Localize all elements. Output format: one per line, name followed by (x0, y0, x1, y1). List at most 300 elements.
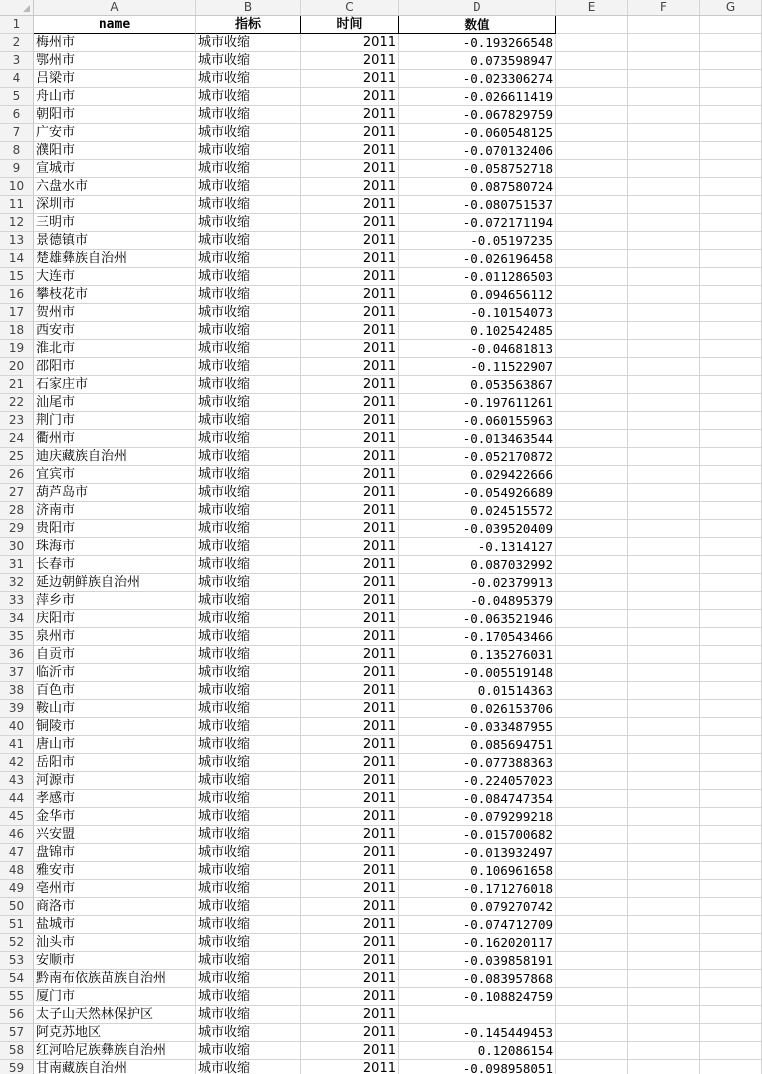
row-number[interactable]: 13 (0, 232, 34, 250)
empty-cell[interactable] (556, 880, 628, 898)
time-cell[interactable]: 2011 (301, 466, 399, 484)
empty-cell[interactable] (700, 232, 762, 250)
header-cell-time[interactable]: 时间 (301, 16, 399, 34)
time-cell[interactable]: 2011 (301, 286, 399, 304)
empty-cell[interactable] (700, 394, 762, 412)
row-number[interactable]: 51 (0, 916, 34, 934)
empty-cell[interactable] (556, 898, 628, 916)
name-cell[interactable]: 安顺市 (34, 952, 196, 970)
indicator-cell[interactable]: 城市收缩 (196, 196, 301, 214)
name-cell[interactable]: 吕梁市 (34, 70, 196, 88)
empty-cell[interactable] (556, 844, 628, 862)
name-cell[interactable]: 庆阳市 (34, 610, 196, 628)
name-cell[interactable]: 汕头市 (34, 934, 196, 952)
empty-cell[interactable] (628, 646, 700, 664)
empty-cell[interactable] (628, 808, 700, 826)
empty-cell[interactable] (556, 862, 628, 880)
empty-cell[interactable] (628, 286, 700, 304)
name-cell[interactable]: 红河哈尼族彝族自治州 (34, 1042, 196, 1060)
row-number[interactable]: 23 (0, 412, 34, 430)
name-cell[interactable]: 盐城市 (34, 916, 196, 934)
empty-cell[interactable] (628, 70, 700, 88)
indicator-cell[interactable]: 城市收缩 (196, 1006, 301, 1024)
empty-cell[interactable] (556, 142, 628, 160)
row-number[interactable]: 54 (0, 970, 34, 988)
value-cell[interactable]: -0.058752718 (399, 160, 556, 178)
column-header-b[interactable]: B (196, 0, 301, 16)
indicator-cell[interactable]: 城市收缩 (196, 862, 301, 880)
indicator-cell[interactable]: 城市收缩 (196, 466, 301, 484)
empty-cell[interactable] (700, 844, 762, 862)
value-cell[interactable]: 0.01514363 (399, 682, 556, 700)
value-cell[interactable]: 0.12086154 (399, 1042, 556, 1060)
value-cell[interactable]: -0.005519148 (399, 664, 556, 682)
name-cell[interactable]: 宣城市 (34, 160, 196, 178)
indicator-cell[interactable]: 城市收缩 (196, 52, 301, 70)
indicator-cell[interactable]: 城市收缩 (196, 178, 301, 196)
row-number[interactable]: 59 (0, 1060, 34, 1074)
header-cell-indicator[interactable]: 指标 (196, 16, 301, 34)
empty-cell[interactable] (628, 106, 700, 124)
empty-cell[interactable] (556, 52, 628, 70)
time-cell[interactable]: 2011 (301, 340, 399, 358)
name-cell[interactable]: 岳阳市 (34, 754, 196, 772)
empty-cell[interactable] (700, 934, 762, 952)
indicator-cell[interactable]: 城市收缩 (196, 520, 301, 538)
empty-cell[interactable] (628, 358, 700, 376)
column-header-c[interactable]: C (301, 0, 399, 16)
indicator-cell[interactable]: 城市收缩 (196, 160, 301, 178)
row-number[interactable]: 36 (0, 646, 34, 664)
value-cell[interactable]: 0.024515572 (399, 502, 556, 520)
time-cell[interactable]: 2011 (301, 232, 399, 250)
empty-cell[interactable] (700, 1060, 762, 1074)
value-cell[interactable]: -0.023306274 (399, 70, 556, 88)
empty-cell[interactable] (556, 394, 628, 412)
row-number[interactable]: 10 (0, 178, 34, 196)
empty-cell[interactable] (556, 340, 628, 358)
value-cell[interactable]: -0.077388363 (399, 754, 556, 772)
header-cell-value[interactable]: 数值 (399, 16, 556, 34)
row-number[interactable]: 12 (0, 214, 34, 232)
row-number[interactable]: 9 (0, 160, 34, 178)
name-cell[interactable]: 景德镇市 (34, 232, 196, 250)
row-number[interactable]: 19 (0, 340, 34, 358)
indicator-cell[interactable]: 城市收缩 (196, 214, 301, 232)
value-cell[interactable]: -0.02379913 (399, 574, 556, 592)
name-cell[interactable]: 黔南布依族苗族自治州 (34, 970, 196, 988)
time-cell[interactable]: 2011 (301, 754, 399, 772)
indicator-cell[interactable]: 城市收缩 (196, 250, 301, 268)
value-cell[interactable]: 0.026153706 (399, 700, 556, 718)
time-cell[interactable]: 2011 (301, 718, 399, 736)
empty-cell[interactable] (556, 304, 628, 322)
value-cell[interactable]: 0.087032992 (399, 556, 556, 574)
name-cell[interactable]: 朝阳市 (34, 106, 196, 124)
empty-cell[interactable] (556, 592, 628, 610)
row-number[interactable]: 50 (0, 898, 34, 916)
row-number[interactable]: 15 (0, 268, 34, 286)
name-cell[interactable]: 攀枝花市 (34, 286, 196, 304)
empty-cell[interactable] (556, 700, 628, 718)
time-cell[interactable]: 2011 (301, 250, 399, 268)
row-number[interactable]: 1 (0, 16, 34, 34)
row-number[interactable]: 18 (0, 322, 34, 340)
empty-cell[interactable] (700, 1042, 762, 1060)
name-cell[interactable]: 厦门市 (34, 988, 196, 1006)
time-cell[interactable]: 2011 (301, 736, 399, 754)
row-number[interactable]: 24 (0, 430, 34, 448)
row-number[interactable]: 20 (0, 358, 34, 376)
empty-cell[interactable] (628, 142, 700, 160)
time-cell[interactable]: 2011 (301, 934, 399, 952)
indicator-cell[interactable]: 城市收缩 (196, 358, 301, 376)
select-all-corner[interactable] (0, 0, 34, 16)
empty-cell[interactable] (628, 538, 700, 556)
row-number[interactable]: 40 (0, 718, 34, 736)
empty-cell[interactable] (556, 106, 628, 124)
empty-cell[interactable] (700, 250, 762, 268)
time-cell[interactable]: 2011 (301, 196, 399, 214)
name-cell[interactable]: 衢州市 (34, 430, 196, 448)
empty-cell[interactable] (700, 916, 762, 934)
row-number[interactable]: 17 (0, 304, 34, 322)
indicator-cell[interactable]: 城市收缩 (196, 682, 301, 700)
empty-cell[interactable] (628, 520, 700, 538)
value-cell[interactable]: -0.04681813 (399, 340, 556, 358)
empty-cell[interactable] (700, 664, 762, 682)
time-cell[interactable]: 2011 (301, 376, 399, 394)
indicator-cell[interactable]: 城市收缩 (196, 934, 301, 952)
empty-cell[interactable] (700, 646, 762, 664)
value-cell[interactable]: 0.079270742 (399, 898, 556, 916)
empty-cell[interactable] (700, 286, 762, 304)
empty-cell[interactable] (628, 952, 700, 970)
empty-cell[interactable] (700, 34, 762, 52)
value-cell[interactable]: -0.060155963 (399, 412, 556, 430)
row-number[interactable]: 5 (0, 88, 34, 106)
value-cell[interactable]: 0.087580724 (399, 178, 556, 196)
row-number[interactable]: 7 (0, 124, 34, 142)
empty-cell[interactable] (628, 988, 700, 1006)
name-cell[interactable]: 萍乡市 (34, 592, 196, 610)
name-cell[interactable]: 三明市 (34, 214, 196, 232)
row-number[interactable]: 27 (0, 484, 34, 502)
empty-cell[interactable] (556, 772, 628, 790)
empty-cell[interactable] (556, 934, 628, 952)
value-cell[interactable]: -0.039520409 (399, 520, 556, 538)
time-cell[interactable]: 2011 (301, 70, 399, 88)
empty-cell[interactable] (556, 88, 628, 106)
indicator-cell[interactable]: 城市收缩 (196, 124, 301, 142)
empty-cell[interactable] (628, 772, 700, 790)
time-cell[interactable]: 2011 (301, 520, 399, 538)
row-number[interactable]: 45 (0, 808, 34, 826)
time-cell[interactable]: 2011 (301, 52, 399, 70)
time-cell[interactable]: 2011 (301, 772, 399, 790)
row-number[interactable]: 31 (0, 556, 34, 574)
row-number[interactable]: 57 (0, 1024, 34, 1042)
empty-cell[interactable] (700, 880, 762, 898)
indicator-cell[interactable]: 城市收缩 (196, 754, 301, 772)
empty-cell[interactable] (628, 574, 700, 592)
name-cell[interactable]: 广安市 (34, 124, 196, 142)
row-number[interactable]: 41 (0, 736, 34, 754)
time-cell[interactable]: 2011 (301, 502, 399, 520)
time-cell[interactable]: 2011 (301, 34, 399, 52)
row-number[interactable]: 34 (0, 610, 34, 628)
row-number[interactable]: 26 (0, 466, 34, 484)
empty-cell[interactable] (700, 466, 762, 484)
empty-cell[interactable] (628, 826, 700, 844)
empty-cell[interactable] (700, 970, 762, 988)
value-cell[interactable]: -0.10154073 (399, 304, 556, 322)
name-cell[interactable]: 邵阳市 (34, 358, 196, 376)
empty-cell[interactable] (556, 952, 628, 970)
empty-cell[interactable] (628, 412, 700, 430)
row-number[interactable]: 58 (0, 1042, 34, 1060)
empty-cell[interactable] (700, 610, 762, 628)
row-number[interactable]: 52 (0, 934, 34, 952)
name-cell[interactable]: 百色市 (34, 682, 196, 700)
value-cell[interactable]: 0.135276031 (399, 646, 556, 664)
value-cell[interactable]: -0.108824759 (399, 988, 556, 1006)
indicator-cell[interactable]: 城市收缩 (196, 628, 301, 646)
time-cell[interactable]: 2011 (301, 664, 399, 682)
value-cell[interactable]: -0.162020117 (399, 934, 556, 952)
time-cell[interactable]: 2011 (301, 880, 399, 898)
value-cell[interactable]: 0.085694751 (399, 736, 556, 754)
value-cell[interactable]: -0.193266548 (399, 34, 556, 52)
empty-cell[interactable] (628, 232, 700, 250)
name-cell[interactable]: 深圳市 (34, 196, 196, 214)
name-cell[interactable]: 贺州市 (34, 304, 196, 322)
empty-cell[interactable] (700, 160, 762, 178)
time-cell[interactable]: 2011 (301, 358, 399, 376)
time-cell[interactable]: 2011 (301, 88, 399, 106)
indicator-cell[interactable]: 城市收缩 (196, 322, 301, 340)
empty-cell[interactable] (700, 718, 762, 736)
time-cell[interactable]: 2011 (301, 304, 399, 322)
value-cell[interactable]: -0.074712709 (399, 916, 556, 934)
time-cell[interactable]: 2011 (301, 916, 399, 934)
empty-cell[interactable] (700, 196, 762, 214)
empty-cell[interactable] (628, 16, 700, 34)
empty-cell[interactable] (556, 466, 628, 484)
indicator-cell[interactable]: 城市收缩 (196, 592, 301, 610)
empty-cell[interactable] (628, 862, 700, 880)
time-cell[interactable]: 2011 (301, 1024, 399, 1042)
empty-cell[interactable] (628, 250, 700, 268)
value-cell[interactable]: -0.170543466 (399, 628, 556, 646)
empty-cell[interactable] (556, 826, 628, 844)
empty-cell[interactable] (700, 124, 762, 142)
indicator-cell[interactable]: 城市收缩 (196, 286, 301, 304)
empty-cell[interactable] (700, 70, 762, 88)
time-cell[interactable]: 2011 (301, 394, 399, 412)
name-cell[interactable]: 雅安市 (34, 862, 196, 880)
row-number[interactable]: 29 (0, 520, 34, 538)
row-number[interactable]: 46 (0, 826, 34, 844)
row-number[interactable]: 8 (0, 142, 34, 160)
empty-cell[interactable] (628, 718, 700, 736)
name-cell[interactable]: 淮北市 (34, 340, 196, 358)
empty-cell[interactable] (700, 16, 762, 34)
empty-cell[interactable] (700, 628, 762, 646)
empty-cell[interactable] (628, 664, 700, 682)
empty-cell[interactable] (556, 682, 628, 700)
empty-cell[interactable] (556, 1006, 628, 1024)
row-number[interactable]: 39 (0, 700, 34, 718)
empty-cell[interactable] (700, 376, 762, 394)
name-cell[interactable]: 孝感市 (34, 790, 196, 808)
empty-cell[interactable] (556, 538, 628, 556)
time-cell[interactable]: 2011 (301, 808, 399, 826)
indicator-cell[interactable]: 城市收缩 (196, 106, 301, 124)
row-number[interactable]: 11 (0, 196, 34, 214)
indicator-cell[interactable]: 城市收缩 (196, 808, 301, 826)
row-number[interactable]: 49 (0, 880, 34, 898)
empty-cell[interactable] (628, 52, 700, 70)
empty-cell[interactable] (628, 682, 700, 700)
value-cell[interactable]: -0.033487955 (399, 718, 556, 736)
name-cell[interactable]: 延边朝鲜族自治州 (34, 574, 196, 592)
value-cell[interactable]: -0.098958051 (399, 1060, 556, 1074)
indicator-cell[interactable]: 城市收缩 (196, 448, 301, 466)
empty-cell[interactable] (556, 610, 628, 628)
value-cell[interactable]: -0.080751537 (399, 196, 556, 214)
time-cell[interactable]: 2011 (301, 448, 399, 466)
value-cell[interactable]: -0.083957868 (399, 970, 556, 988)
row-number[interactable]: 6 (0, 106, 34, 124)
value-cell[interactable]: -0.079299218 (399, 808, 556, 826)
empty-cell[interactable] (628, 844, 700, 862)
empty-cell[interactable] (700, 952, 762, 970)
time-cell[interactable]: 2011 (301, 826, 399, 844)
row-number[interactable]: 16 (0, 286, 34, 304)
name-cell[interactable]: 自贡市 (34, 646, 196, 664)
value-cell[interactable]: 0.053563867 (399, 376, 556, 394)
name-cell[interactable]: 葫芦岛市 (34, 484, 196, 502)
empty-cell[interactable] (556, 70, 628, 88)
time-cell[interactable]: 2011 (301, 538, 399, 556)
empty-cell[interactable] (628, 1006, 700, 1024)
name-cell[interactable]: 六盘水市 (34, 178, 196, 196)
empty-cell[interactable] (700, 304, 762, 322)
empty-cell[interactable] (700, 772, 762, 790)
empty-cell[interactable] (628, 448, 700, 466)
indicator-cell[interactable]: 城市收缩 (196, 880, 301, 898)
empty-cell[interactable] (556, 628, 628, 646)
time-cell[interactable]: 2011 (301, 142, 399, 160)
indicator-cell[interactable]: 城市收缩 (196, 736, 301, 754)
indicator-cell[interactable]: 城市收缩 (196, 952, 301, 970)
empty-cell[interactable] (628, 916, 700, 934)
name-cell[interactable]: 太子山天然林保护区 (34, 1006, 196, 1024)
time-cell[interactable]: 2011 (301, 412, 399, 430)
empty-cell[interactable] (700, 322, 762, 340)
row-number[interactable]: 14 (0, 250, 34, 268)
value-cell[interactable]: -0.026611419 (399, 88, 556, 106)
value-cell[interactable]: -0.1314127 (399, 538, 556, 556)
name-cell[interactable]: 梅州市 (34, 34, 196, 52)
empty-cell[interactable] (628, 34, 700, 52)
time-cell[interactable]: 2011 (301, 556, 399, 574)
empty-cell[interactable] (628, 736, 700, 754)
value-cell[interactable]: -0.060548125 (399, 124, 556, 142)
empty-cell[interactable] (628, 502, 700, 520)
name-cell[interactable]: 珠海市 (34, 538, 196, 556)
indicator-cell[interactable]: 城市收缩 (196, 718, 301, 736)
empty-cell[interactable] (700, 142, 762, 160)
empty-cell[interactable] (628, 610, 700, 628)
value-cell[interactable]: -0.084747354 (399, 790, 556, 808)
name-cell[interactable]: 长春市 (34, 556, 196, 574)
name-cell[interactable]: 盘锦市 (34, 844, 196, 862)
indicator-cell[interactable]: 城市收缩 (196, 1024, 301, 1042)
time-cell[interactable]: 2011 (301, 1042, 399, 1060)
empty-cell[interactable] (700, 448, 762, 466)
value-cell[interactable]: -0.039858191 (399, 952, 556, 970)
row-number[interactable]: 35 (0, 628, 34, 646)
empty-cell[interactable] (556, 430, 628, 448)
empty-cell[interactable] (700, 52, 762, 70)
name-cell[interactable]: 宜宾市 (34, 466, 196, 484)
row-number[interactable]: 4 (0, 70, 34, 88)
time-cell[interactable]: 2011 (301, 790, 399, 808)
column-header-e[interactable]: E (556, 0, 628, 16)
indicator-cell[interactable]: 城市收缩 (196, 646, 301, 664)
row-number[interactable]: 53 (0, 952, 34, 970)
indicator-cell[interactable]: 城市收缩 (196, 826, 301, 844)
empty-cell[interactable] (556, 718, 628, 736)
time-cell[interactable]: 2011 (301, 844, 399, 862)
name-cell[interactable]: 石家庄市 (34, 376, 196, 394)
empty-cell[interactable] (628, 1042, 700, 1060)
empty-cell[interactable] (700, 790, 762, 808)
empty-cell[interactable] (700, 88, 762, 106)
empty-cell[interactable] (700, 340, 762, 358)
empty-cell[interactable] (700, 592, 762, 610)
indicator-cell[interactable]: 城市收缩 (196, 268, 301, 286)
empty-cell[interactable] (628, 160, 700, 178)
empty-cell[interactable] (556, 160, 628, 178)
empty-cell[interactable] (556, 448, 628, 466)
time-cell[interactable]: 2011 (301, 1006, 399, 1024)
empty-cell[interactable] (628, 466, 700, 484)
name-cell[interactable]: 荆门市 (34, 412, 196, 430)
row-number[interactable]: 32 (0, 574, 34, 592)
empty-cell[interactable] (700, 358, 762, 376)
empty-cell[interactable] (628, 124, 700, 142)
empty-cell[interactable] (700, 430, 762, 448)
value-cell[interactable]: 0.029422666 (399, 466, 556, 484)
empty-cell[interactable] (628, 304, 700, 322)
time-cell[interactable]: 2011 (301, 160, 399, 178)
indicator-cell[interactable]: 城市收缩 (196, 142, 301, 160)
time-cell[interactable]: 2011 (301, 628, 399, 646)
name-cell[interactable]: 铜陵市 (34, 718, 196, 736)
empty-cell[interactable] (700, 754, 762, 772)
row-number[interactable]: 37 (0, 664, 34, 682)
empty-cell[interactable] (556, 286, 628, 304)
value-cell[interactable]: -0.011286503 (399, 268, 556, 286)
column-header-a[interactable]: A (34, 0, 196, 16)
indicator-cell[interactable]: 城市收缩 (196, 502, 301, 520)
value-cell[interactable]: -0.197611261 (399, 394, 556, 412)
empty-cell[interactable] (628, 934, 700, 952)
indicator-cell[interactable]: 城市收缩 (196, 1060, 301, 1074)
